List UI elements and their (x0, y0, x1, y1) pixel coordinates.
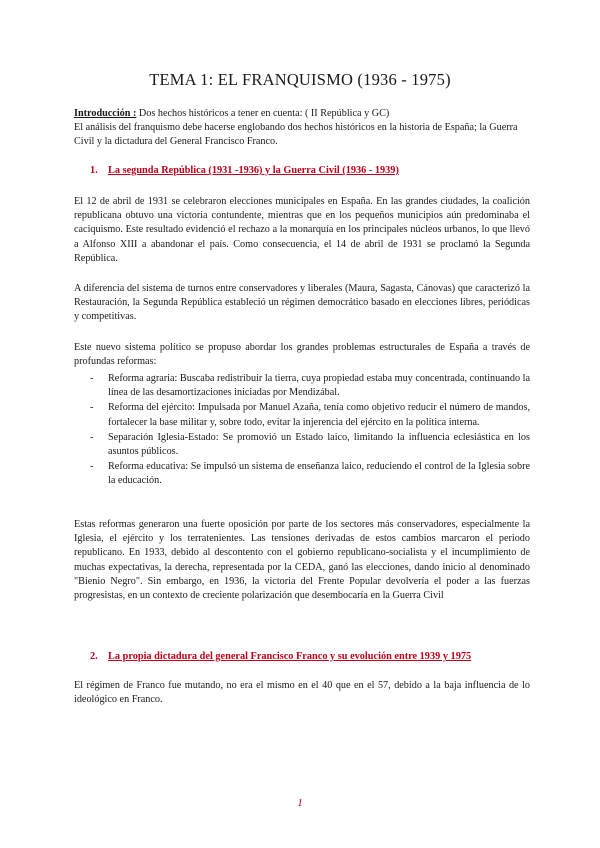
list-item-text: Reforma educativa: Se impulsó un sistema de enseñanza laico, reduciendo el control de la Iglesia sobre la educación. (108, 461, 530, 487)
section-1-number: 1. (90, 165, 98, 176)
section-2-title: La propia dictadura del general Francisco Franco y su evolución entre 1939 y 1975 (108, 651, 472, 662)
list-item (90, 460, 530, 488)
intro-line (74, 107, 530, 121)
list-item-text: Separación Iglesia-Estado: Se promovió un Estado laico, limitando la influencia eclesiástica en los asuntos públicos. (108, 431, 530, 458)
list-item (90, 401, 530, 429)
reforms-list (90, 372, 530, 490)
section-1-paragraph-1: El 12 de abril de 1931 se celebraron elecciones municipales en España. En las grandes ciudades, la coalición republicana obtuvo una victoria contundente, mientras que en los pequeños municipios aún predominaba el caciquismo. Este resultado evidenció el rechazo a la monarquía en los principales núcleos urbanos, lo que llevó a Alfonso XIII a abandonar el país. Como consecuencia, el 14 de abril de 1931 se proclamó la Segunda República. (74, 196, 530, 264)
section-1-paragraph-2: A diferencia del sistema de turnos entre conservadores y liberales (Maura, Sagasta, Cánovas) que caracterizó la Restauración, la Segunda República estableció un régimen democrático basado en elecciones libres, periódicas y competitivas. (74, 283, 530, 323)
list-item-text: Reforma agraria: Buscaba redistribuir la tierra, cuya propiedad estaba muy concentrada, continuando la línea de las desamortizaciones iniciadas por Mendizábal. (108, 373, 530, 399)
list-dash: - (90, 461, 94, 473)
section-1-paragraph-4: Estas reformas generaron una fuerte oposición por parte de los sectores más conservadores, especialmente la Iglesia, el ejército y los terratenientes. Las tensiones derivadas de estos cambios marcaron el periodo republicano. En 1933, debido al descontento con el gobierno republicano-socialista y el incumplimiento de muchas expectativas, la derecha, representada por la CEDA, ganó las elecciones, dando inicio al denominado "Bienio Negro". Sin embargo, en 1936, la victoria del Frente Popular devolvería el poder a las fuerzas progresistas, en un contexto de creciente polarización que desembocaría en la Guerra Civil (74, 519, 530, 602)
page-title: TEMA 1: EL FRANQUISMO (1936 - 1975) (149, 70, 451, 89)
list-dash: - (90, 373, 94, 384)
intro-block (74, 107, 530, 150)
section-1-paragraph-3: Este nuevo sistema político se propuso abordar los grandes problemas estructurales de España a través de profundas reformas: (74, 342, 530, 368)
section-2-paragraph-1: El régimen de Franco fue mutando, no era el mismo en el 40 que en el 57, debido a la baja influencia de lo ideológico en Franco. (74, 680, 530, 706)
list-item (90, 431, 530, 459)
section-2-heading (90, 650, 530, 664)
intro-line1: Dos hechos históricos a tener en cuenta: ( II República y GC) (136, 108, 390, 119)
page-number: 1 (297, 797, 303, 809)
section-1-title: La segunda República (1931 -1936) y la Guerra Civil (1936 - 1939) (108, 165, 399, 176)
section-2-number: 2. (90, 651, 98, 662)
list-dash: - (90, 431, 94, 443)
section-1-heading (90, 164, 530, 178)
intro-line2: El análisis del franquismo debe hacerse englobando dos hechos históricos en la historia de España; la Guerra Civil y la dictadura del General Francisco Franco. (74, 122, 518, 148)
list-dash: - (90, 402, 94, 414)
list-item-text: Reforma del ejército: Impulsada por Manuel Azaña, tenía como objetivo reducir el número de mandos, fortalecer la base militar y, sobre todo, evitar la injerencia del ejército en la política interna. (108, 402, 530, 428)
intro-label: Introducción : (74, 108, 137, 119)
list-item (90, 372, 530, 400)
